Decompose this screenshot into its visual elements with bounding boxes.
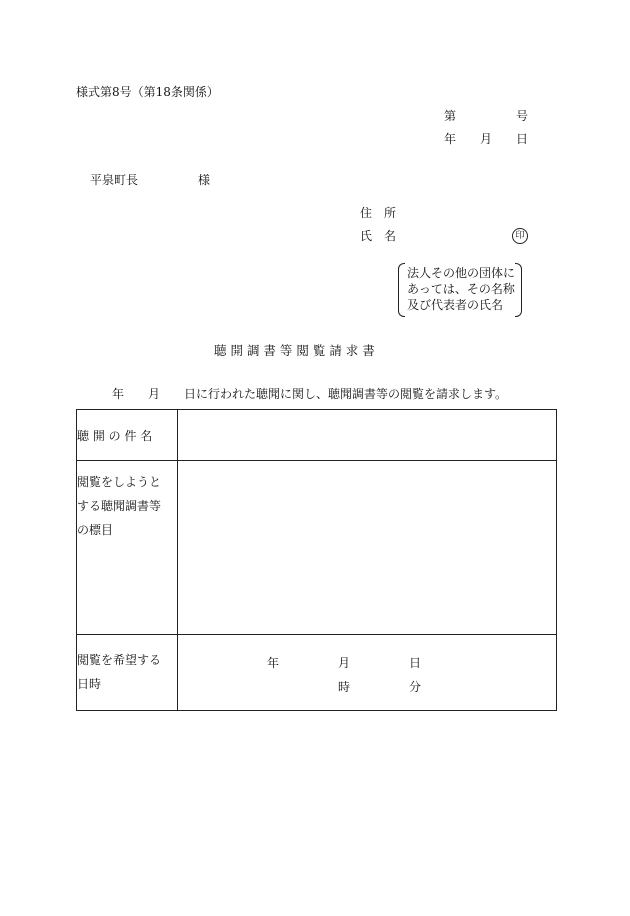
records-title-line: 閲覧をしようと: [77, 475, 162, 489]
table-row: [77, 410, 557, 461]
form-number: 様式第8号（第18条関係）: [76, 85, 219, 99]
records-title-line: の標目: [77, 523, 114, 537]
table-row: [77, 635, 557, 711]
month-unit: 月: [338, 656, 351, 670]
address-label: 住 所: [360, 206, 397, 220]
request-table: [76, 409, 557, 711]
desired-datetime-label: [77, 635, 178, 711]
desired-datetime-field[interactable]: [178, 635, 557, 711]
table-row: [77, 461, 557, 635]
records-title-field[interactable]: [178, 461, 557, 635]
seal-mark: 印: [512, 228, 528, 244]
corporation-note-line: 法人その他の団体に: [407, 266, 516, 280]
corporation-note-text: [407, 265, 515, 313]
desired-datetime-line: 閲覧を希望する: [77, 653, 162, 667]
records-title-line: する聴聞調書等: [77, 499, 162, 513]
corporation-note: [398, 263, 522, 315]
records-title-label: [77, 461, 178, 635]
document-title: 聴 開 調 書 等 閲 覧 請 求 書: [214, 343, 375, 358]
addressee: 平泉町長 様: [90, 173, 211, 187]
bracket-right: [515, 263, 522, 317]
day-unit: 日: [409, 656, 422, 670]
desired-datetime-line: 日時: [77, 677, 102, 691]
name-label: 氏 名: [360, 229, 397, 243]
request-statement: 年 月 日に行われた聴聞に関し、聴聞調書等の閲覧を請求します。: [112, 387, 508, 401]
bracket-left: [398, 263, 405, 317]
corporation-note-line: あっては、その名称: [407, 282, 515, 296]
minute-unit: 分: [409, 680, 422, 694]
hour-unit: 時: [338, 680, 351, 694]
document-date: 年 月 日: [444, 132, 529, 146]
hearing-subject-label: 聴 開 の 件 名: [77, 410, 178, 461]
hearing-subject-field[interactable]: [178, 410, 557, 461]
year-unit: 年: [267, 656, 280, 670]
document-number: 第 号: [444, 109, 529, 123]
corporation-note-line: 及び代表者の氏名: [407, 298, 504, 312]
